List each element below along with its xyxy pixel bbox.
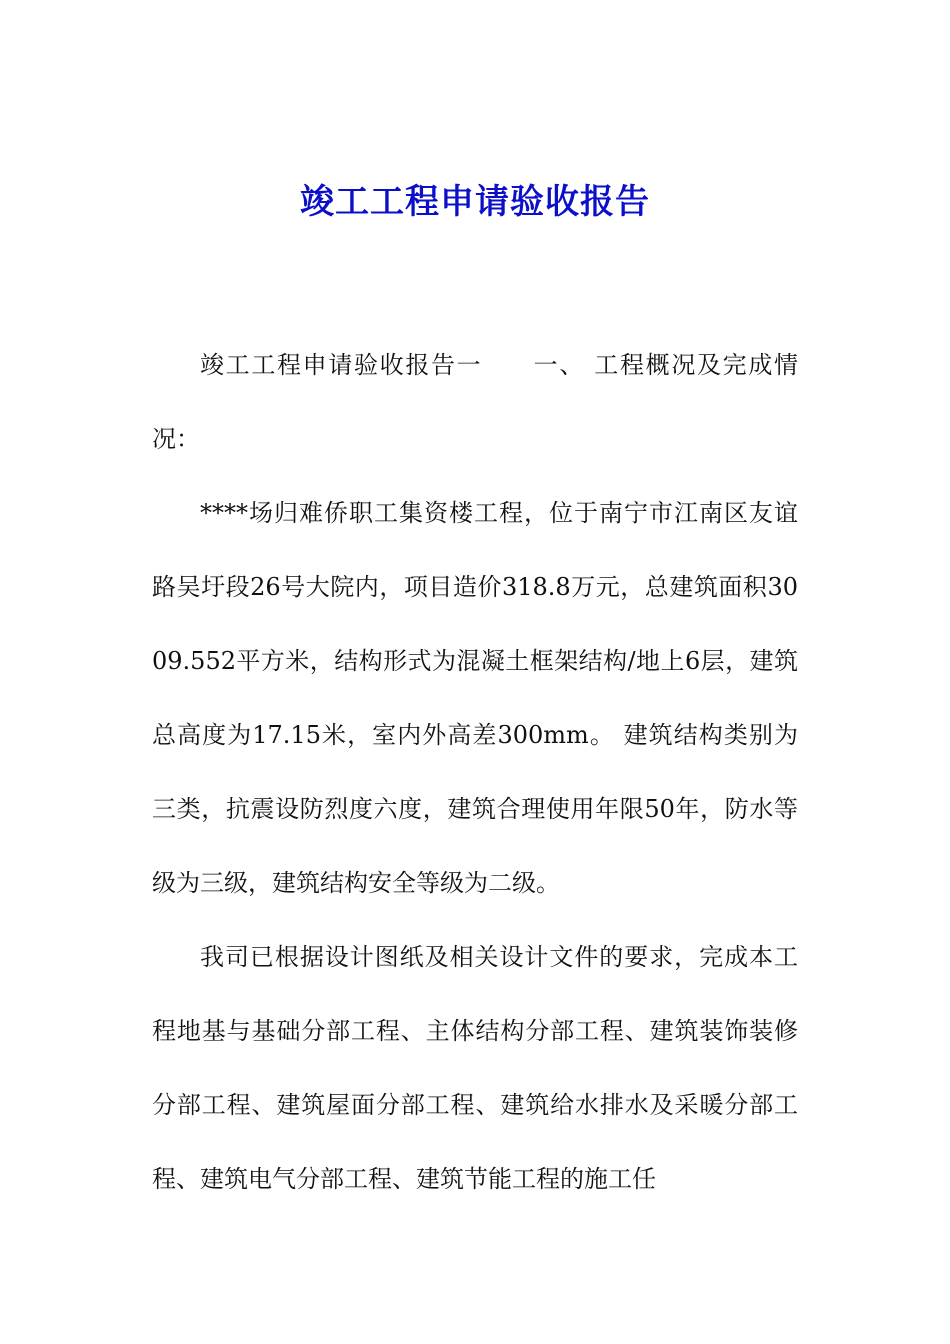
paragraph-2: ****场归难侨职工集资楼工程，位于南宁市江南区友谊路吴圩段26号大院内，项目造价318.8万元，总建筑面积3009.552平方米，结构形式为混凝土框架结构/地上6层，建筑总高度为17.15米，室内外高差300mm。 建筑结构类别为三类，抗震设防烈度六度，建筑合理使用年限50年，防水等级为三级，建筑结构安全等级为二级。 xyxy=(152,499,798,897)
paragraph-3: 我司已根据设计图纸及相关设计文件的要求，完成本工程地基与基础分部工程、主体结构分部工程、建筑装饰装修分部工程、建筑屋面分部工程、建筑给水排水及采暖分部工程、建筑电气分部工程、建筑节能工程的施工任 xyxy=(152,943,798,1193)
document-body xyxy=(152,328,798,1216)
document-title: 竣工工程申请验收报告 xyxy=(300,182,650,222)
paragraph-1: 竣工工程申请验收报告一 一、 工程概况及完成情况： xyxy=(152,351,798,453)
